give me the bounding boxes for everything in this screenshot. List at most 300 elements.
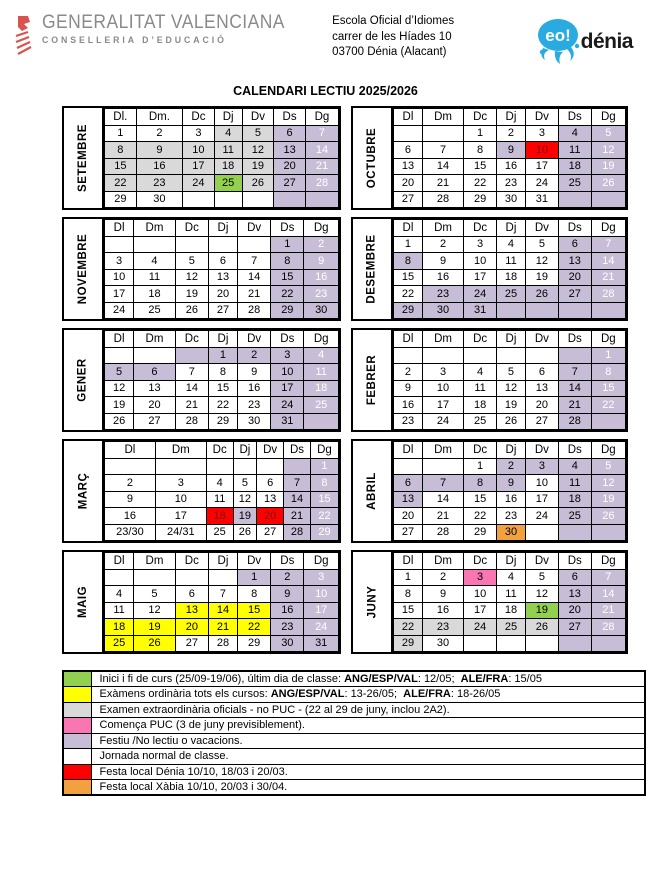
day-cell: 28 <box>238 302 271 319</box>
day-cell: 27 <box>274 175 306 192</box>
day-cell: 12 <box>242 142 274 159</box>
day-cell: 7 <box>558 364 591 381</box>
day-cell <box>558 302 591 319</box>
day-cell: 25 <box>497 286 526 303</box>
day-cell: 5 <box>497 364 526 381</box>
day-cell: 9 <box>422 586 463 603</box>
day-cell: 11 <box>134 269 176 286</box>
day-cell <box>134 347 176 364</box>
day-cell: 20 <box>558 269 591 286</box>
day-cell: 14 <box>305 142 338 159</box>
gv-subtitle: CONSELLERIA D’EDUCACIÓ <box>42 35 227 46</box>
day-cell <box>394 347 423 364</box>
day-cell: 1 <box>208 347 237 364</box>
day-cell: 29 <box>394 302 423 319</box>
day-cell: 28 <box>591 619 625 636</box>
day-header: Dc <box>464 220 497 237</box>
day-cell: 3 <box>464 569 497 586</box>
page-title: CALENDARI LECTIU 2025/2026 <box>233 84 418 98</box>
day-cell: 13 <box>394 158 423 175</box>
month-label: ABRIL <box>353 441 393 541</box>
day-cell: 6 <box>525 364 558 381</box>
day-cell: 25 <box>464 413 497 430</box>
day-cell: 17 <box>525 158 558 175</box>
day-header: Dg <box>304 220 339 237</box>
day-cell: 30 <box>304 302 339 319</box>
day-cell: 26 <box>591 175 625 192</box>
legend-row <box>63 764 645 780</box>
day-cell: 21 <box>208 619 237 636</box>
day-cell <box>558 347 591 364</box>
day-cell <box>305 191 338 208</box>
month-label: MAIG <box>64 552 104 652</box>
day-cell: 12 <box>105 380 134 397</box>
day-cell <box>105 458 156 475</box>
day-cell: 6 <box>394 475 423 492</box>
day-header: Dg <box>304 331 339 348</box>
day-header: Dm <box>134 331 176 348</box>
day-cell: 16 <box>497 158 526 175</box>
day-header: Ds <box>558 109 591 126</box>
day-cell: 20 <box>134 397 176 414</box>
day-cell: 12 <box>525 586 558 603</box>
day-cell: 10 <box>155 491 206 508</box>
day-cell: 1 <box>464 125 497 142</box>
day-cell: 29 <box>105 191 137 208</box>
day-cell: 3 <box>464 236 497 253</box>
day-cell: 17 <box>155 508 206 525</box>
month-label: MARÇ <box>64 441 104 541</box>
day-cell <box>591 302 625 319</box>
day-cell: 17 <box>464 269 497 286</box>
day-cell: 24 <box>525 175 558 192</box>
day-cell: 19 <box>242 158 274 175</box>
day-cell: 21 <box>238 286 271 303</box>
day-cell: 11 <box>206 491 233 508</box>
legend-table <box>62 670 646 796</box>
day-header: Ds <box>558 553 591 570</box>
day-cell <box>284 458 311 475</box>
day-cell: 9 <box>497 475 526 492</box>
day-cell: 30 <box>136 191 182 208</box>
day-cell: 23/30 <box>105 524 156 541</box>
day-cell: 1 <box>464 458 497 475</box>
day-cell: 24 <box>525 508 558 525</box>
day-cell: 13 <box>208 269 237 286</box>
day-cell: 16 <box>271 602 304 619</box>
day-cell: 10 <box>304 586 339 603</box>
day-cell: 5 <box>242 125 274 142</box>
day-cell: 11 <box>464 380 497 397</box>
day-cell: 13 <box>175 602 208 619</box>
day-header: Dg <box>591 331 625 348</box>
day-header: Dm <box>422 553 463 570</box>
day-header: Dg <box>591 220 625 237</box>
day-cell: 23 <box>394 413 423 430</box>
day-cell: 3 <box>155 475 206 492</box>
day-cell: 16 <box>304 269 339 286</box>
day-cell: 24/31 <box>155 524 206 541</box>
day-cell: 28 <box>422 524 463 541</box>
day-cell: 26 <box>233 524 257 541</box>
day-cell: 1 <box>271 236 304 253</box>
day-header: Dm. <box>136 109 182 126</box>
day-cell: 24 <box>422 413 463 430</box>
day-cell <box>525 347 558 364</box>
day-cell <box>105 347 134 364</box>
day-cell: 2 <box>422 236 463 253</box>
legend-swatch <box>63 687 91 703</box>
school-city: 03700 Dénia (Alacant) <box>332 46 447 59</box>
legend-row <box>63 702 645 718</box>
gv-logo <box>14 12 306 58</box>
legend-swatch <box>63 780 91 796</box>
day-cell <box>105 236 134 253</box>
day-cell: 14 <box>422 491 463 508</box>
day-cell <box>394 458 423 475</box>
day-cell: 3 <box>183 125 215 142</box>
day-cell: 6 <box>274 125 306 142</box>
day-header: Ds <box>274 109 306 126</box>
day-cell <box>525 524 558 541</box>
day-cell: 16 <box>394 397 423 414</box>
day-cell: 1 <box>310 458 338 475</box>
day-cell: 3 <box>525 125 558 142</box>
day-cell: 10 <box>525 142 558 159</box>
day-cell: 21 <box>284 508 311 525</box>
day-header: Dc <box>464 553 497 570</box>
day-cell: 26 <box>497 413 526 430</box>
month-label: FEBRER <box>353 330 393 430</box>
day-header: Dm <box>134 220 176 237</box>
day-cell: 19 <box>591 491 625 508</box>
day-cell: 14 <box>558 380 591 397</box>
day-cell <box>304 413 339 430</box>
day-cell: 4 <box>497 236 526 253</box>
day-cell: 21 <box>422 508 463 525</box>
day-cell: 6 <box>558 569 591 586</box>
legend-swatch <box>63 718 91 734</box>
day-header: Dg <box>591 109 625 126</box>
day-header: Dj <box>497 331 526 348</box>
legend-text: Comença PUC (3 de juny previsiblement). <box>91 718 645 734</box>
day-cell: 7 <box>238 253 271 270</box>
day-cell: 27 <box>394 191 423 208</box>
day-cell: 22 <box>238 619 271 636</box>
day-cell: 27 <box>175 635 208 652</box>
day-header: Dj <box>208 331 237 348</box>
day-cell <box>175 347 208 364</box>
day-cell: 5 <box>525 569 558 586</box>
day-cell: 24 <box>271 397 304 414</box>
gv-title: GENERALITAT VALENCIANA <box>42 12 285 33</box>
day-header: Dv <box>525 331 558 348</box>
day-cell: 14 <box>284 491 311 508</box>
day-cell: 12 <box>497 380 526 397</box>
month-juny <box>351 550 628 654</box>
month-desembre <box>351 217 628 321</box>
day-cell: 23 <box>238 397 271 414</box>
day-cell: 15 <box>464 491 497 508</box>
day-cell: 1 <box>394 236 423 253</box>
day-cell: 4 <box>558 125 591 142</box>
day-cell: 18 <box>558 491 591 508</box>
day-header: Dv <box>238 553 271 570</box>
day-cell: 4 <box>206 475 233 492</box>
legend-row <box>63 687 645 703</box>
day-cell <box>155 458 206 475</box>
day-cell: 22 <box>208 397 237 414</box>
day-cell: 19 <box>525 602 558 619</box>
day-cell: 4 <box>134 253 176 270</box>
day-cell: 9 <box>422 253 463 270</box>
day-cell: 30 <box>497 524 526 541</box>
month-novembre <box>62 217 341 321</box>
day-cell: 25 <box>206 524 233 541</box>
day-header: Dl. <box>105 109 137 126</box>
day-header: Dv <box>525 442 558 459</box>
day-cell: 25 <box>497 619 526 636</box>
day-cell: 12 <box>233 491 257 508</box>
day-cell: 13 <box>257 491 284 508</box>
school-name: Escola Oficial d’Idiomes <box>332 15 455 27</box>
day-cell: 17 <box>271 380 304 397</box>
day-cell <box>591 524 625 541</box>
day-cell: 26 <box>525 619 558 636</box>
day-cell: 8 <box>271 253 304 270</box>
month-table <box>393 552 626 652</box>
legend-text: Inici i fi de curs (25/09-19/06), últim dia de classe: ANG/ESP/VAL: 12/05; ALE/FRA: 15/05 <box>91 671 645 687</box>
day-cell <box>257 458 284 475</box>
months-grid <box>62 106 651 654</box>
day-cell: 18 <box>497 269 526 286</box>
day-cell: 28 <box>558 413 591 430</box>
day-cell: 9 <box>271 586 304 603</box>
day-header: Dm <box>422 109 463 126</box>
day-cell: 2 <box>105 475 156 492</box>
day-cell: 16 <box>497 491 526 508</box>
day-cell: 1 <box>238 569 271 586</box>
day-header: Dc <box>206 442 233 459</box>
month-abril <box>351 439 628 543</box>
day-cell: 22 <box>105 175 137 192</box>
day-cell: 27 <box>134 413 176 430</box>
day-cell <box>497 302 526 319</box>
day-cell: 11 <box>497 253 526 270</box>
day-cell: 21 <box>175 397 208 414</box>
day-header: Ds <box>558 220 591 237</box>
day-cell <box>591 413 625 430</box>
day-header: Dg <box>591 442 625 459</box>
day-cell: 21 <box>591 602 625 619</box>
day-header: Dc <box>175 331 208 348</box>
day-cell <box>134 236 176 253</box>
month-maig <box>62 550 341 654</box>
day-cell <box>105 569 134 586</box>
day-cell: 31 <box>464 302 497 319</box>
day-cell: 25 <box>105 635 134 652</box>
month-label: GENER <box>64 330 104 430</box>
day-cell: 24 <box>183 175 215 192</box>
day-cell: 5 <box>525 236 558 253</box>
day-cell: 11 <box>304 364 339 381</box>
day-cell: 24 <box>105 302 134 319</box>
day-cell <box>208 236 237 253</box>
day-cell: 6 <box>175 586 208 603</box>
day-cell: 2 <box>422 569 463 586</box>
day-cell: 22 <box>464 175 497 192</box>
month-label: NOVEMBRE <box>64 219 104 319</box>
day-cell: 21 <box>422 175 463 192</box>
day-cell: 23 <box>497 175 526 192</box>
legend-text: Examen extraordinària oficials - no PUC - (22 al 29 de juny, inclou 2A2). <box>91 702 645 718</box>
day-cell <box>175 236 208 253</box>
day-cell: 19 <box>134 619 176 636</box>
day-cell: 14 <box>422 158 463 175</box>
day-cell: 10 <box>464 253 497 270</box>
legend-text: Festa local Xàbia 10/10, 20/03 i 30/04. <box>91 780 645 796</box>
legend-swatch <box>63 702 91 718</box>
day-cell: 4 <box>497 569 526 586</box>
day-cell: 17 <box>464 602 497 619</box>
day-cell <box>497 347 526 364</box>
month-table <box>393 219 626 319</box>
day-cell: 19 <box>175 286 208 303</box>
day-cell: 11 <box>558 142 591 159</box>
day-cell: 24 <box>464 619 497 636</box>
day-header: Dl <box>105 331 134 348</box>
day-cell: 29 <box>208 413 237 430</box>
day-cell: 10 <box>271 364 304 381</box>
day-cell: 29 <box>310 524 338 541</box>
day-cell <box>525 635 558 652</box>
month-setembre <box>62 106 341 210</box>
day-cell: 18 <box>304 380 339 397</box>
day-cell: 3 <box>304 569 339 586</box>
day-cell: 8 <box>464 475 497 492</box>
month-label: JUNY <box>353 552 393 652</box>
legend-text: Jornada normal de classe. <box>91 749 645 765</box>
day-cell: 20 <box>394 175 423 192</box>
day-cell: 4 <box>105 586 134 603</box>
day-cell: 15 <box>464 158 497 175</box>
day-header: Dm <box>422 331 463 348</box>
day-cell: 13 <box>525 380 558 397</box>
day-header: Dl <box>105 220 134 237</box>
day-cell <box>464 635 497 652</box>
svg-text:eo!: eo! <box>544 26 571 45</box>
day-header: Dc <box>464 442 497 459</box>
day-cell: 8 <box>310 475 338 492</box>
day-cell: 18 <box>134 286 176 303</box>
day-cell: 1 <box>105 125 137 142</box>
day-cell: 27 <box>558 286 591 303</box>
day-header: Dg <box>305 109 338 126</box>
day-cell: 15 <box>105 158 137 175</box>
day-cell: 11 <box>105 602 134 619</box>
day-header: Dc <box>464 331 497 348</box>
eoi-denia-logo <box>533 12 633 68</box>
day-cell: 23 <box>497 508 526 525</box>
day-cell <box>233 458 257 475</box>
month-label: OCTUBRE <box>353 108 393 208</box>
day-cell: 21 <box>558 397 591 414</box>
day-cell <box>558 524 591 541</box>
legend-swatch <box>63 764 91 780</box>
month-table <box>104 552 339 652</box>
day-cell: 9 <box>136 142 182 159</box>
day-cell: 29 <box>394 635 423 652</box>
legend-swatch <box>63 671 91 687</box>
day-cell: 27 <box>558 619 591 636</box>
legend-row <box>63 671 645 687</box>
day-cell <box>591 635 625 652</box>
day-cell: 4 <box>464 364 497 381</box>
day-cell: 8 <box>238 586 271 603</box>
day-cell: 30 <box>271 635 304 652</box>
day-cell: 21 <box>591 269 625 286</box>
day-cell: 17 <box>105 286 134 303</box>
day-cell: 1 <box>394 569 423 586</box>
day-header: Dj <box>497 109 526 126</box>
month-table <box>393 108 626 208</box>
day-cell: 11 <box>497 586 526 603</box>
legend-row <box>63 733 645 749</box>
day-cell: 30 <box>422 302 463 319</box>
day-cell: 22 <box>310 508 338 525</box>
legend-swatch <box>63 733 91 749</box>
day-cell: 14 <box>238 269 271 286</box>
day-cell: 4 <box>214 125 242 142</box>
day-cell <box>422 125 463 142</box>
day-cell: 18 <box>558 158 591 175</box>
day-cell: 8 <box>464 142 497 159</box>
legend-text: Festa local Dénia 10/10, 18/03 i 20/03. <box>91 764 645 780</box>
day-header: Dl <box>394 442 423 459</box>
day-header: Dj <box>497 220 526 237</box>
day-cell: 20 <box>394 508 423 525</box>
day-cell: 2 <box>497 125 526 142</box>
day-cell <box>394 125 423 142</box>
day-cell: 18 <box>105 619 134 636</box>
day-cell: 19 <box>591 158 625 175</box>
day-cell: 6 <box>394 142 423 159</box>
day-cell: 7 <box>305 125 338 142</box>
day-header: Dv <box>525 109 558 126</box>
day-cell: 25 <box>214 175 242 192</box>
day-cell: 9 <box>497 142 526 159</box>
day-cell: 27 <box>257 524 284 541</box>
day-cell: 4 <box>558 458 591 475</box>
day-cell: 13 <box>134 380 176 397</box>
day-cell: 28 <box>422 191 463 208</box>
day-cell: 22 <box>464 508 497 525</box>
day-cell: 7 <box>591 569 625 586</box>
day-cell <box>238 236 271 253</box>
day-cell: 2 <box>497 458 526 475</box>
day-cell: 16 <box>105 508 156 525</box>
day-cell <box>208 569 237 586</box>
day-cell: 8 <box>394 253 423 270</box>
day-cell: 12 <box>591 142 625 159</box>
day-header: Dv <box>525 553 558 570</box>
day-cell: 29 <box>464 524 497 541</box>
day-cell: 28 <box>175 413 208 430</box>
day-header: Dj <box>497 442 526 459</box>
school-street: carrer de les Híades 10 <box>332 30 452 43</box>
day-cell: 16 <box>238 380 271 397</box>
day-cell: 20 <box>525 397 558 414</box>
